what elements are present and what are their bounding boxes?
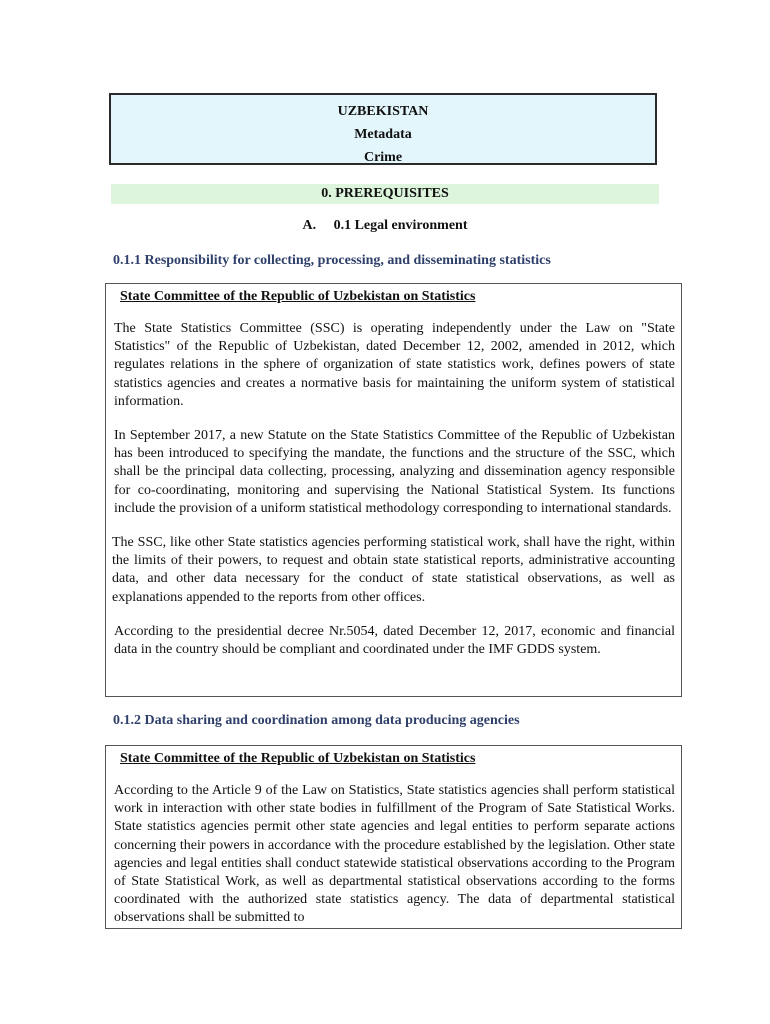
section-011-paragraph-1: The State Statistics Committee (SSC) is operating independently under the Law on "State Statistics" of the Republic of Uzbekistan, dated December 12, 2002, amended in 2012, which regulates relations in the sphere of organization of state statistics work, defines powers of state statistics agencies and creates a normative basis for maintaining the uniform system of statistical information. bbox=[114, 321, 675, 409]
section-011-paragraph-3: The SSC, like other State statistics agencies performing statistical work, shall have the right, within the limits of their powers, to request and obtain state statistical reports, administrative accounting data, and other data necessary for the conduct of state statistical observations, as well as explanations appended to the reports from other offices. bbox=[112, 535, 675, 605]
section-012-box bbox=[105, 745, 682, 929]
country-title: UZBEKISTAN bbox=[337, 104, 429, 119]
section-012-heading: 0.1.2 Data sharing and coordination among data producing agencies bbox=[113, 713, 520, 728]
document-title-box bbox=[109, 93, 657, 165]
topic-title: Crime bbox=[363, 150, 403, 165]
section-011-heading: 0.1.1 Responsibility for collecting, processing, and disseminating statistics bbox=[113, 253, 551, 268]
section-012-box-title: State Committee of the Republic of Uzbekistan on Statistics bbox=[120, 751, 476, 766]
section-012-paragraph-1: According to the Article 9 of the Law on Statistics, State statistics agencies shall perform statistical work in interaction with other state bodies in fulfillment of the Program of Sate Statistical Works. State statistics agencies permit other state agencies and legal entities to perform separate actions concerning their powers in accordance with the procedure established by the legislation. Other state agencies and legal entities shall conduct statewide statistical observations according to the Program of State Statistical Work, as well as departmental statistical observations according to the forms coordinated with the authorized state statistics agency. The data of departmental statistical observations shall be submitted to bbox=[114, 783, 675, 926]
prerequisites-heading: 0. PREREQUISITES bbox=[111, 184, 659, 204]
section-011-paragraph-4: According to the presidential decree Nr.5054, dated December 12, 2017, economic and financial data in the country should be compliant and coordinated under the IMF GDDS system. bbox=[114, 623, 675, 658]
metadata-subtitle: Metadata bbox=[354, 127, 412, 142]
section-011-box-title: State Committee of the Republic of Uzbekistan on Statistics bbox=[120, 289, 476, 304]
section-011-box bbox=[105, 283, 682, 697]
legal-environment-heading: A. 0.1 Legal environment bbox=[302, 218, 468, 233]
section-011-paragraph-2: In September 2017, a new Statute on the State Statistics Committee of the Republic of Uzbekistan has been introduced to specifying the mandate, the functions and the structure of the SSC, which shall be the principal data collecting, processing, analyzing and dissemination agency responsible for co-coordinating, monitoring and supervising the National Statistical System. Its functions include the provision of a uniform statistical methodology corresponding to international standards. bbox=[114, 428, 675, 516]
